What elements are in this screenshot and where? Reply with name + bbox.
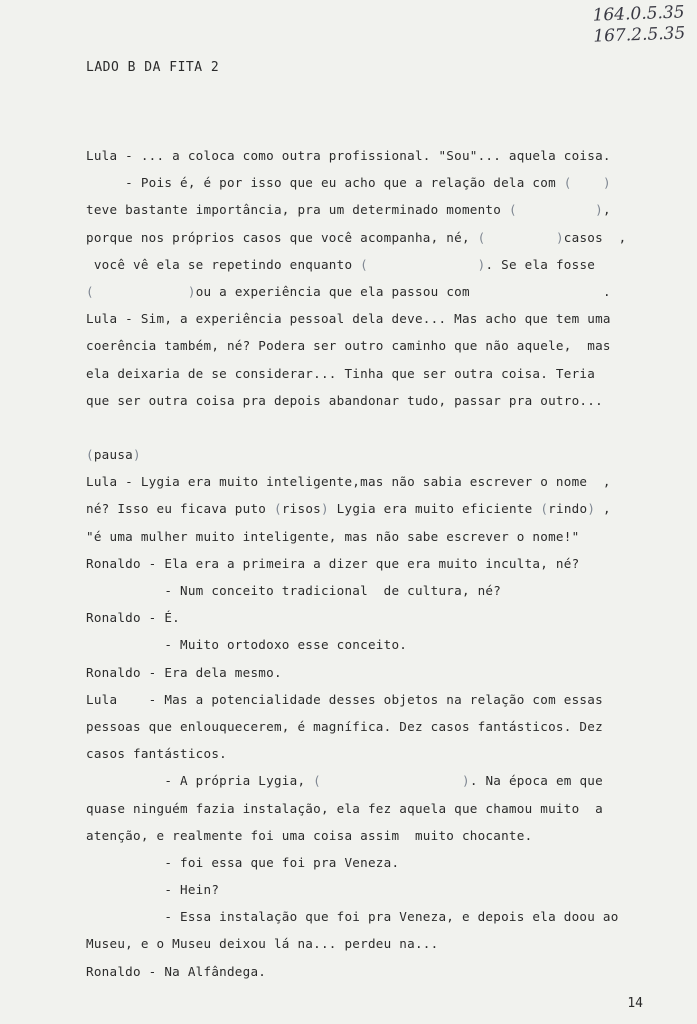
transcript-line: Ronaldo - Na Alfândega.	[86, 963, 267, 979]
transcript-line: - Essa instalação que foi pra Veneza, e depois ela doou ao	[86, 909, 619, 925]
transcript-line: casos fantásticos.	[86, 746, 227, 762]
transcript-line: pessoas que enlouquecerem, é magnífica. Dez casos fantásticos. Dez	[86, 718, 603, 734]
transcript-line: - A própria Lygia, ( ). Na época em que	[86, 773, 603, 789]
transcript-line: coerência também, né? Podera ser outro caminho que não aquele, mas	[86, 338, 611, 354]
transcript-line: Ronaldo - Era dela mesmo.	[86, 664, 282, 680]
transcript-line: Lula - Sim, a experiência pessoal dela deve... Mas acho que tem uma	[86, 311, 611, 327]
transcript-line: teve bastante importância, pra um determinado momento ( ),	[86, 202, 611, 218]
transcript-line: Lula - Lygia era muito inteligente,mas não sabia escrever o nome ,	[86, 474, 611, 490]
transcript-line: ela deixaria de se considerar... Tinha que ser outra coisa. Teria	[86, 365, 596, 381]
transcript-line: - foi essa que foi pra Veneza.	[86, 854, 400, 870]
transcript-line: - Num conceito tradicional de cultura, né?	[86, 583, 502, 598]
transcript-line: quase ninguém fazia instalação, ela fez aquela que chamou muito a	[86, 800, 603, 816]
transcript-line: Ronaldo - É.	[86, 610, 180, 626]
transcript-line: Ronaldo - Ela era a primeira a dizer que era muito inculta, né?	[86, 555, 580, 571]
transcript-line: Museu, e o Museu deixou lá na... perdeu na...	[86, 936, 439, 952]
transcript-line: - Hein?	[86, 882, 220, 898]
transcript-line: porque nos próprios casos que você acompanha, né, ( )casos ,	[86, 229, 627, 245]
page-number: 14	[627, 996, 643, 1011]
transcript-line: - Pois é, é por isso que eu acho que a relação dela com ( )	[86, 175, 611, 191]
page-heading: LADO B DA FITA 2	[86, 60, 220, 75]
annotation-line: 164.0.5.35	[592, 2, 685, 26]
transcript-line: Lula - Mas a potencialidade desses objetos na relação com essas	[86, 691, 603, 707]
transcript-line: que ser outra coisa pra depois abandonar tudo, passar pra outro...	[86, 392, 603, 408]
blank-line	[86, 414, 646, 441]
transcript-line: Lula - ... a coloca como outra profissional. "Sou"... aquela coisa.	[86, 148, 611, 163]
transcript-body	[86, 142, 646, 985]
transcript-line: (pausa)	[86, 447, 141, 463]
transcript-line: né? Isso eu ficava puto (risos) Lygia era muito eficiente (rindo) ,	[86, 501, 611, 517]
transcript-line: você vê ela se repetindo enquanto ( ). Se ela fosse	[86, 256, 596, 272]
annotation-line: 167.2.5.35	[593, 23, 686, 47]
transcript-line: - Muito ortodoxo esse conceito.	[86, 637, 408, 653]
transcript-line: ( )ou a experiência que ela passou com .	[86, 283, 611, 299]
transcript-line: "é uma mulher muito inteligente, mas não sabe escrever o nome!"	[86, 528, 580, 544]
transcript-line: atenção, e realmente foi uma coisa assim muito chocante.	[86, 827, 533, 843]
handwritten-annotation	[592, 2, 685, 47]
